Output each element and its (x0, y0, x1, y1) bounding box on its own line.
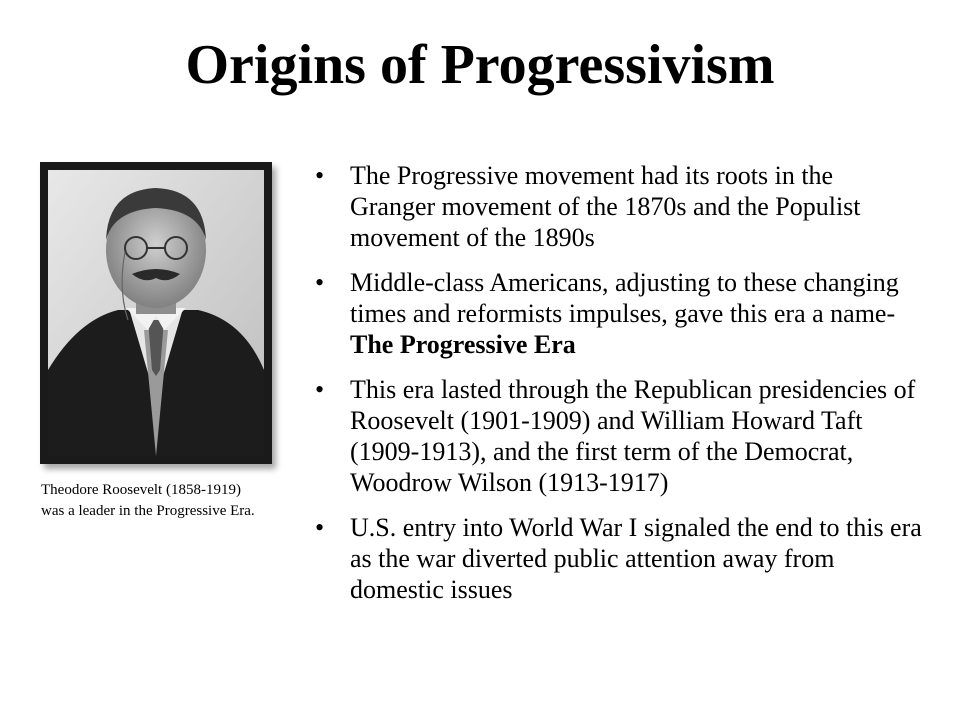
portrait-photo-icon (48, 170, 264, 456)
portrait-photo (48, 170, 264, 456)
bullet-text: U.S. entry into World War I signaled the end to this era as the war diverted public attention away from domestic issues (350, 513, 922, 604)
bullet-item (312, 374, 924, 498)
bullet-icon: • (315, 161, 325, 190)
bullet-item (312, 160, 924, 253)
portrait-caption: Theodore Roosevelt (1858-1919) was a leader in the Progressive Era. (41, 482, 255, 519)
portrait-frame (40, 162, 272, 464)
bullet-icon: • (315, 268, 325, 297)
bullet-item (312, 512, 924, 605)
slide-title: Origins of Progressivism (185, 34, 775, 96)
bullet-bold-text: The Progressive Era (350, 330, 576, 359)
bullet-text: This era lasted through the Republican presidencies of Roosevelt (1901-1909) and William Howard Taft (1909-1913), and the first term of the Democrat, Woodrow Wilson (1913-1917) (350, 375, 916, 497)
bullet-list (312, 160, 924, 619)
bullet-icon: • (315, 513, 325, 542)
bullet-text: Middle-class Americans, adjusting to these changing times and reformists impulses, gave this era a name- (350, 268, 899, 328)
bullet-item (312, 267, 924, 360)
bullet-text: The Progressive movement had its roots in the Granger movement of the 1870s and the Populist movement of the 1890s (350, 161, 861, 252)
bullet-icon: • (315, 375, 325, 404)
